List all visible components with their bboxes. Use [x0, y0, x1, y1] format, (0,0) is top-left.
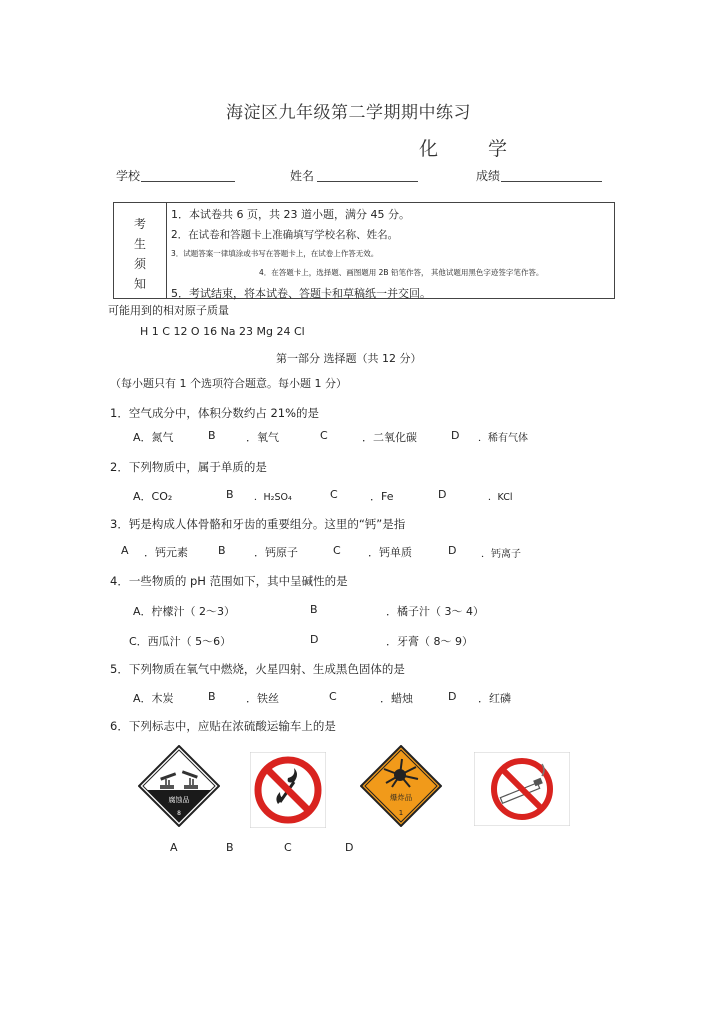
- question-stem: 4．一些物质的 pH 范围如下，其中呈碱性的是: [110, 574, 348, 588]
- option-c[interactable]: ．蜡烛: [380, 692, 413, 705]
- sign-label-b: B: [226, 841, 234, 854]
- option-b[interactable]: ．橘子汁（ 3～ 4）: [386, 605, 484, 618]
- option-d-letter: D: [448, 544, 457, 557]
- explosive-icon: [360, 745, 442, 827]
- corrosive-sign-number: 8: [177, 810, 181, 817]
- option-b-letter: B: [218, 544, 226, 557]
- score-field[interactable]: [501, 181, 602, 182]
- option-a[interactable]: ．钙元素: [144, 546, 188, 559]
- option-d-letter: D: [448, 690, 457, 703]
- option-b-letter: B: [226, 488, 234, 501]
- school-label: 学校: [116, 169, 141, 183]
- notice-item: 2．在试卷和答题卡上准确填写学校名称、姓名。: [171, 229, 399, 241]
- explosive-sign[interactable]: [360, 745, 442, 827]
- question-stem: 3．钙是构成人体骨骼和牙齿的重要组分。这里的“钙”是指: [110, 517, 406, 531]
- question-stem: 2．下列物质中，属于单质的是: [110, 460, 267, 474]
- option-d[interactable]: ．稀有气体: [478, 433, 528, 444]
- question-stem: 1．空气成分中，体积分数约占 21%的是: [110, 406, 320, 420]
- subject-title: 化 学: [419, 138, 530, 160]
- notice-item: 1．本试卷共 6 页，共 23 道小题，满分 45 分。: [171, 208, 410, 221]
- option-d-letter: D: [438, 488, 447, 501]
- corrosive-sign[interactable]: [138, 745, 220, 827]
- no-open-flame-sign[interactable]: [250, 752, 326, 828]
- option-c[interactable]: C．西瓜汁（ 5～6）: [129, 635, 232, 648]
- option-c[interactable]: ．二氧化碳: [362, 431, 417, 444]
- option-d[interactable]: ．钙离子: [481, 549, 521, 560]
- school-field[interactable]: [141, 181, 235, 182]
- notice-item: 4．在答题卡上，选择题、画图题用 2B 铅笔作答， 其他试题用黑色字迹签字笔作答。: [259, 268, 544, 277]
- option-d[interactable]: ．KCl: [488, 492, 513, 503]
- option-a[interactable]: A．CO₂: [133, 490, 173, 503]
- option-c[interactable]: ．钙单质: [368, 546, 412, 559]
- notice-item: 3．试题答案一律填涂或书写在答题卡上，在试卷上作答无效。: [171, 249, 379, 258]
- option-b[interactable]: ．钙原子: [254, 546, 298, 559]
- section-title: 第一部分 选择题（共 12 分）: [276, 352, 422, 365]
- sign-label-c: C: [284, 841, 292, 854]
- sign-label-d: D: [345, 841, 354, 854]
- notice-heading-char: 考: [133, 217, 146, 231]
- explosive-sign-text: 爆炸品: [389, 793, 413, 802]
- explosive-sign-number: 1: [398, 809, 404, 817]
- corrosive-icon: [138, 745, 220, 827]
- corrosive-sign-text: 腐蚀品: [168, 796, 190, 804]
- no-smoking-icon: [474, 752, 570, 826]
- option-d-letter: D: [310, 633, 319, 646]
- score-label: 成绩: [476, 169, 501, 183]
- sign-label-a: A: [170, 841, 178, 854]
- section-instruction: （每小题只有 1 个选项符合题意。每小题 1 分）: [110, 377, 347, 390]
- examinee-notice-box: [113, 202, 615, 299]
- name-field[interactable]: [317, 181, 418, 182]
- question-stem: 6．下列标志中，应贴在浓硫酸运输车上的是: [110, 719, 336, 733]
- option-a[interactable]: A．柠檬汁（ 2～3）: [133, 605, 236, 618]
- question-stem: 5．下列物质在氧气中燃烧，火星四射、生成黑色固体的是: [110, 662, 405, 676]
- option-a[interactable]: A．氮气: [133, 431, 174, 444]
- name-label: 姓名: [290, 169, 315, 183]
- notice-item: 5．考试结束，将本试卷、答题卡和草稿纸一并交回。: [171, 287, 431, 300]
- notice-heading-char: 须: [133, 257, 146, 271]
- option-b-letter: B: [310, 603, 318, 616]
- option-b[interactable]: ．铁丝: [246, 692, 279, 705]
- option-c-letter: C: [329, 690, 337, 703]
- option-d-letter: D: [451, 429, 460, 442]
- atomic-mass-values: H 1 C 12 O 16 Na 23 Mg 24 Cl: [140, 325, 305, 338]
- option-a[interactable]: A．木炭: [133, 692, 174, 705]
- option-d[interactable]: ．牙膏（ 8～ 9）: [386, 635, 473, 648]
- no-fire-icon: [250, 752, 326, 828]
- option-b-letter: B: [208, 690, 216, 703]
- notice-heading-char: 知: [133, 277, 146, 291]
- notice-heading-char: 生: [133, 237, 146, 251]
- atomic-mass-label: 可能用到的相对原子质量: [108, 304, 229, 317]
- exam-title: 海淀区九年级第二学期期中练习: [226, 103, 471, 123]
- option-c[interactable]: ．Fe: [370, 490, 394, 503]
- option-b[interactable]: ．氧气: [246, 431, 279, 444]
- option-c-letter: C: [330, 488, 338, 501]
- option-a-letter: A: [121, 544, 129, 557]
- option-b[interactable]: ．H₂SO₄: [254, 492, 292, 503]
- option-d[interactable]: ．红磷: [478, 692, 511, 705]
- option-b-letter: B: [208, 429, 216, 442]
- option-c-letter: C: [320, 429, 328, 442]
- notice-heading: [114, 203, 167, 298]
- no-smoking-sign[interactable]: [474, 752, 570, 826]
- option-c-letter: C: [333, 544, 341, 557]
